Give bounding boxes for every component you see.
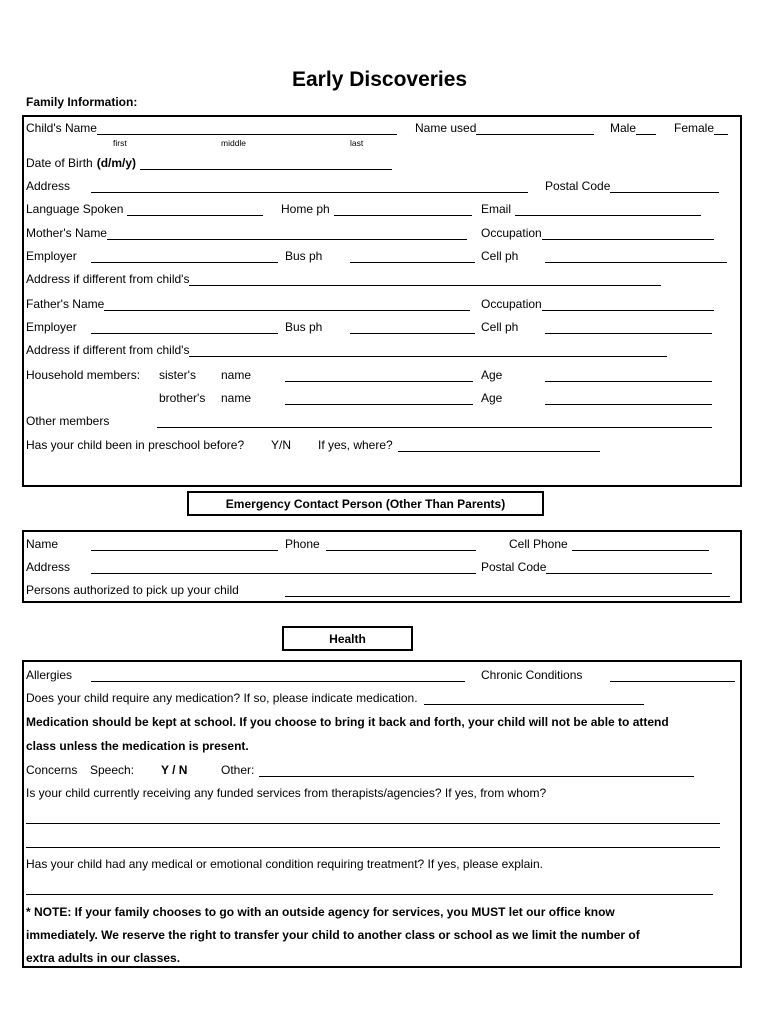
emergency-address-line[interactable]: [91, 562, 476, 574]
name-used-field[interactable]: [415, 121, 594, 135]
other-members-line[interactable]: [157, 416, 712, 428]
medication-note-line-2: class unless the medication is present.: [26, 739, 249, 753]
father-cell-ph-label: Cell ph: [481, 320, 519, 334]
allergies-label: Allergies: [26, 668, 73, 682]
name-used-label: Name used: [415, 121, 477, 135]
fathers-name-field[interactable]: [26, 297, 470, 311]
household-label: Household members:: [26, 368, 141, 382]
sisters-age-line[interactable]: [545, 370, 712, 382]
address-line[interactable]: [91, 181, 528, 193]
brothers-age-label: Age: [481, 391, 503, 405]
condition-question: Has your child had any medical or emotional condition requiring treatment? If yes, please explain.: [26, 857, 543, 871]
other-members-label: Other members: [26, 414, 110, 428]
father-employer-line[interactable]: [91, 322, 278, 334]
mother-cell-ph-line[interactable]: [545, 251, 727, 263]
mother-address-field[interactable]: [26, 272, 661, 286]
authorized-pickup-line[interactable]: [285, 585, 730, 597]
first-sublabel: first: [113, 138, 127, 148]
father-occupation-label: Occupation: [481, 297, 542, 311]
emergency-cell-field[interactable]: [509, 537, 709, 551]
father-occupation-field[interactable]: [481, 297, 714, 311]
medication-question: Does your child require any medication? If so, please indicate medication.: [26, 691, 418, 705]
sisters-age-label: Age: [481, 368, 503, 382]
postal-code-field[interactable]: [545, 179, 719, 193]
brothers-name-label: name: [221, 391, 252, 405]
allergies-line[interactable]: [91, 670, 465, 682]
home-ph-field[interactable]: [281, 202, 472, 216]
speech-yn[interactable]: Y / N: [161, 763, 188, 777]
emergency-phone-field[interactable]: [285, 537, 476, 551]
funded-services-question: Is your child currently receiving any funded services from therapists/agencies? If yes, from whom?: [26, 786, 547, 800]
sisters-label: sister's: [159, 368, 196, 382]
health-heading-text: Health: [329, 631, 366, 646]
authorized-pickup-label: Persons authorized to pick up your child: [26, 583, 239, 597]
health-heading: [282, 626, 413, 651]
sisters-name-line[interactable]: [285, 370, 473, 382]
father-cell-ph-line[interactable]: [545, 322, 712, 334]
brothers-age-line[interactable]: [545, 393, 712, 405]
funded-services-line-2[interactable]: [26, 836, 720, 848]
emergency-contact-heading-text: Emergency Contact Person (Other Than Parents): [225, 496, 506, 511]
emergency-cell-label: Cell Phone: [509, 537, 568, 551]
postal-code-label: Postal Code: [545, 179, 611, 193]
mother-occupation-label: Occupation: [481, 226, 542, 240]
email-label: Email: [481, 202, 512, 216]
page-title: Early Discoveries: [292, 68, 468, 91]
female-field[interactable]: [674, 121, 728, 135]
emergency-name-line[interactable]: [91, 539, 278, 551]
father-bus-ph-line[interactable]: [350, 322, 475, 334]
home-ph-label: Home ph: [281, 202, 330, 216]
middle-sublabel: middle: [221, 138, 247, 148]
concerns-other-field[interactable]: [221, 763, 694, 777]
child-name-label: Child's Name: [26, 121, 97, 135]
family-info-heading: Family Information:: [26, 95, 138, 109]
male-label: Male: [610, 121, 637, 135]
condition-line[interactable]: [26, 883, 713, 895]
child-name-field[interactable]: [26, 121, 397, 135]
email-field[interactable]: [481, 202, 701, 216]
mother-address-label: Address if different from child's: [26, 272, 190, 286]
preschool-yn[interactable]: Y/N: [271, 438, 292, 452]
preschool-where-field[interactable]: [318, 438, 600, 452]
dob-field[interactable]: [26, 156, 392, 170]
mother-bus-ph-line[interactable]: [350, 251, 475, 263]
emergency-phone-label: Phone: [285, 537, 320, 551]
fathers-name-label: Father's Name: [26, 297, 105, 311]
father-address-label: Address if different from child's: [26, 343, 190, 357]
dob-format: (d/m/y): [96, 156, 137, 170]
funded-services-line-1[interactable]: [26, 812, 720, 824]
mother-employer-label: Employer: [26, 249, 77, 263]
preschool-question: Has your child been in preschool before?: [26, 438, 245, 452]
female-label: Female: [674, 121, 715, 135]
emergency-postal-field[interactable]: [481, 560, 712, 574]
father-address-field[interactable]: [26, 343, 667, 357]
mothers-name-field[interactable]: [26, 226, 467, 240]
concerns-label: Concerns: [26, 763, 78, 777]
note-line-3: extra adults in our classes.: [26, 951, 181, 965]
emergency-address-label: Address: [26, 560, 71, 574]
brothers-label: brother's: [159, 391, 206, 405]
mother-cell-ph-label: Cell ph: [481, 249, 519, 263]
medication-note-line-1: Medication should be kept at school. If you choose to bring it back and forth, your child will not be able to attend: [26, 715, 669, 729]
father-employer-label: Employer: [26, 320, 77, 334]
mother-employer-line[interactable]: [91, 251, 278, 263]
note-line-2: immediately. We reserve the right to transfer your child to another class or school as we limit the number of: [26, 928, 640, 942]
note-line-1: * NOTE: If your family chooses to go with an outside agency for services, you MUST let our office know: [26, 905, 615, 919]
preschool-where-label: If yes, where?: [318, 438, 393, 452]
emergency-contact-heading: [187, 491, 544, 516]
male-field[interactable]: [610, 121, 656, 135]
mothers-name-label: Mother's Name: [26, 226, 107, 240]
emergency-name-label: Name: [26, 537, 59, 551]
emergency-postal-label: Postal Code: [481, 560, 547, 574]
sisters-name-label: name: [221, 368, 252, 382]
address-label: Address: [26, 179, 71, 193]
father-bus-ph-label: Bus ph: [285, 320, 323, 334]
chronic-label: Chronic Conditions: [481, 668, 583, 682]
concerns-other-label: Other:: [221, 763, 255, 777]
mother-bus-ph-label: Bus ph: [285, 249, 323, 263]
medication-field[interactable]: [26, 691, 644, 705]
mother-occupation-field[interactable]: [481, 226, 714, 240]
dob-label: Date of Birth: [26, 156, 93, 170]
brothers-name-line[interactable]: [285, 393, 473, 405]
language-field[interactable]: [26, 202, 263, 216]
last-sublabel: last: [350, 138, 364, 148]
language-label: Language Spoken: [26, 202, 124, 216]
speech-label: Speech:: [90, 763, 135, 777]
chronic-line[interactable]: [610, 670, 735, 682]
